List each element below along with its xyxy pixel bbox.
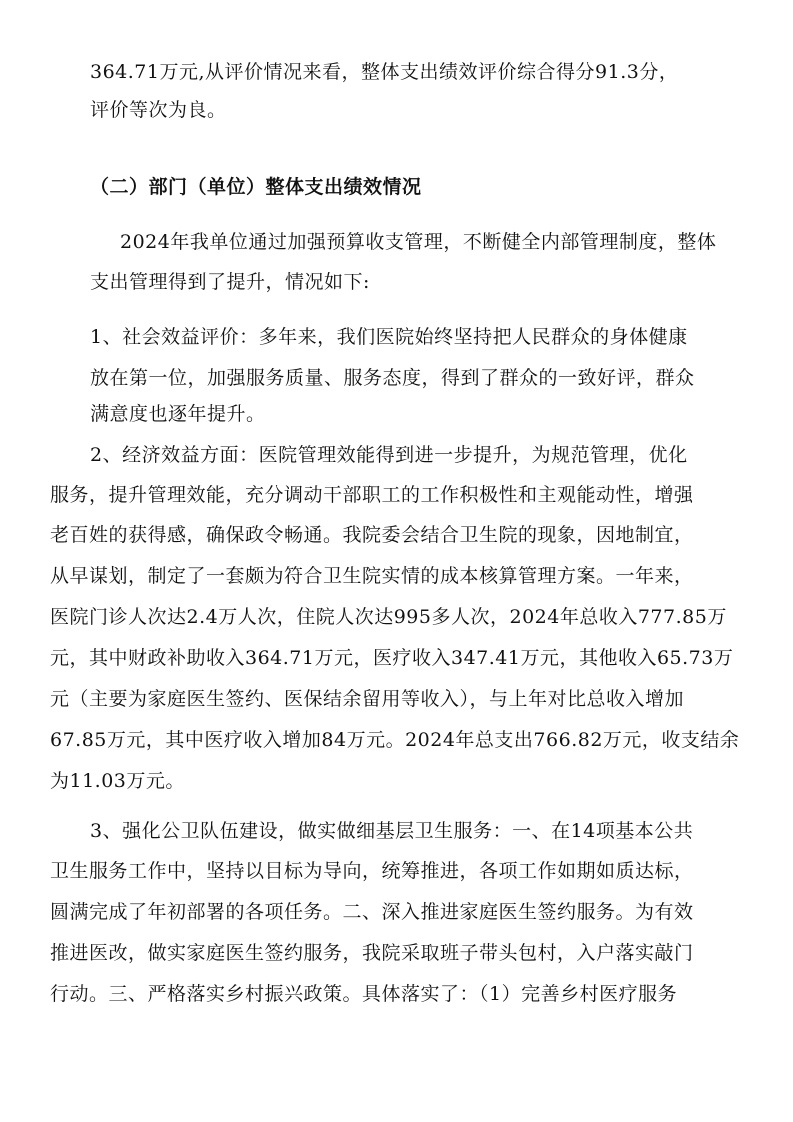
para1-line-3: 满意度也逐年提升。 [90,403,266,425]
para2-line-2: 服务，提升管理效能，充分调动干部职工的工作积极性和主观能动性，增强 [50,484,694,506]
para2-line-6: 元，其中财政补助收入364.71万元，医疗收入347.41万元，其他收入65.73万 [50,647,734,669]
para2-line-7: 元（主要为家庭医生签约、医保结余留用等收入），与上年对比总收入增加 [50,688,685,710]
para1-line-2: 放在第一位，加强服务质量、服务态度，得到了群众的一致好评，群众 [90,367,695,389]
para0-line-2: 支出管理得到了提升，情况如下: [90,271,370,293]
intro-line-2: 评价等次为良。 [90,99,227,121]
para3-line-3: 圆满完成了年初部署的各项任务。二、深入推进家庭医生签约服务。为有效 [50,901,694,923]
para2-line-8: 67.85万元，其中医疗收入增加84万元。2024年总支出766.82万元，收支结余 [50,729,740,751]
para2-line-1: 2、经济效益方面：医院管理效能得到进一步提升，为规范管理，优化 [90,444,688,466]
para0-line-1: 2024年我单位通过加强预算收支管理，不断健全内部管理制度，整体 [120,231,717,253]
para3-line-1: 3、强化公卫队伍建设，做实做细基层卫生服务：一、在14项基本公共 [90,820,694,842]
para2-line-5: 医院门诊人次达2.4万人次，住院人次达995多人次，2024年总收入777.85万 [50,606,727,628]
section-heading: （二）部门（单位）整体支出绩效情况 [90,176,422,198]
para3-line-5: 行动。三、严格落实乡村振兴政策。具体落实了：（1）完善乡村医疗服务 [50,983,678,1005]
para2-line-9: 为11.03万元。 [50,770,185,792]
para2-line-4: 从早谋划，制定了一套颇为符合卫生院实情的成本核算管理方案。一年来， [50,565,694,587]
para3-line-4: 推进医改，做实家庭医生签约服务，我院采取班子带头包村，入户落实敲门 [50,942,694,964]
para1-line-1: 1、社会效益评价：多年来，我们医院始终坚持把人民群众的身体健康 [90,326,688,348]
para3-line-2: 卫生服务工作中，坚持以目标为导向，统筹推进，各项工作如期如质达标， [50,860,694,882]
para2-line-3: 老百姓的获得感，确保政令畅通。我院委会结合卫生院的现象，因地制宜， [50,524,694,546]
intro-line-1: 364.71万元,从评价情况来看，整体支出绩效评价综合得分91.3分， [90,61,679,83]
